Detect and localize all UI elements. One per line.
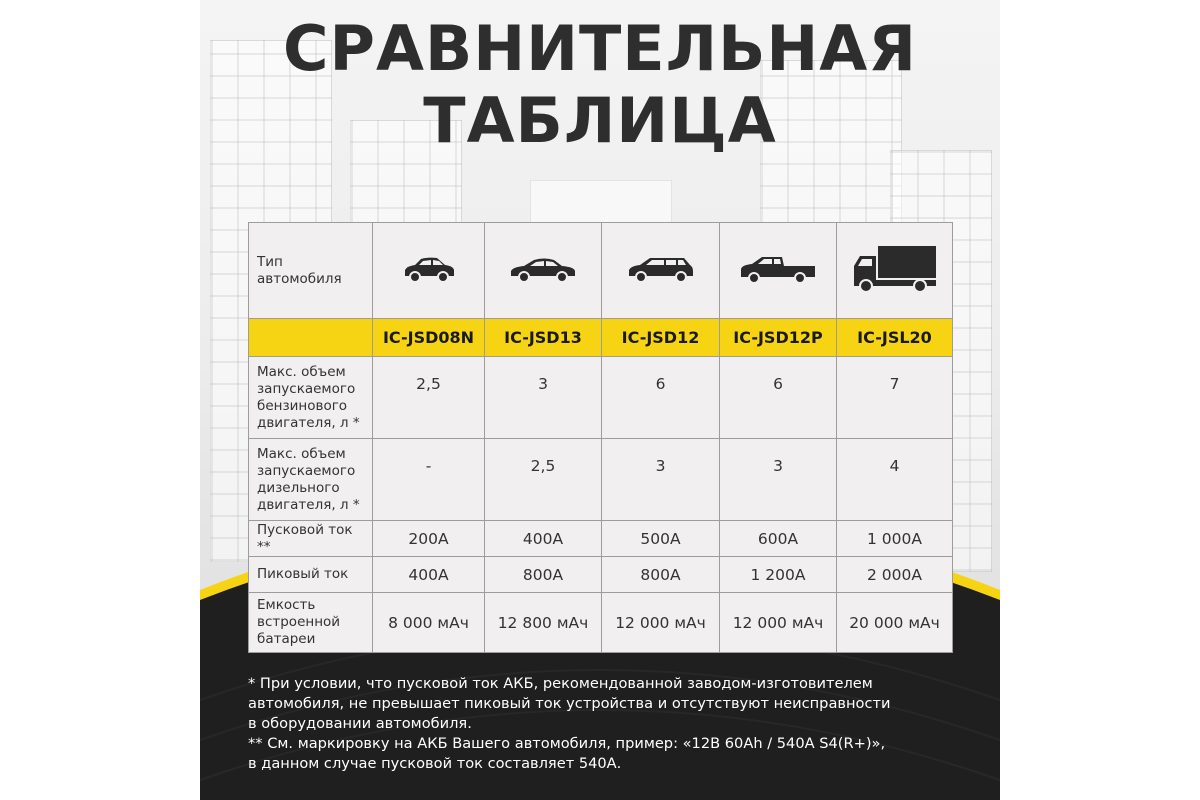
model-name: IC-JSD12P <box>720 319 837 357</box>
table-cell: 1 200А <box>720 557 837 593</box>
row-label <box>249 357 373 439</box>
spec-row-peak-current <box>249 557 953 593</box>
table-cell: 12 000 мАч <box>602 593 720 653</box>
row-label-line: Емкость <box>257 597 316 613</box>
table-cell: - <box>373 439 485 521</box>
model-name: IC-JSL20 <box>837 319 953 357</box>
table-cell: 2,5 <box>485 439 602 521</box>
row-label-line: Макс. объем <box>257 363 346 380</box>
table-cell: 6 <box>602 357 720 439</box>
row-label <box>249 439 373 521</box>
page-title-line-2: ТАБЛИЦА <box>423 84 777 157</box>
row-label-line: двигателя, л * <box>257 496 360 513</box>
model-name: IC-JSD13 <box>485 319 602 357</box>
row-label-line: двигателя, л * <box>257 414 360 431</box>
row-label <box>249 593 373 653</box>
table-cell: 3 <box>485 357 602 439</box>
table-cell: 3 <box>720 439 837 521</box>
page-title-line-1: СРАВНИТЕЛЬНАЯ <box>283 12 917 85</box>
model-name: IC-JSD08N <box>373 319 485 357</box>
footnote-line: в оборудовании автомобиля. <box>248 715 472 732</box>
vehicle-type-row <box>249 223 953 319</box>
table-cell: 2 000А <box>837 557 953 593</box>
table-cell: 12 000 мАч <box>720 593 837 653</box>
pickup-truck-icon <box>720 223 837 319</box>
row-label-line: запускаемого <box>257 462 356 479</box>
footnotes <box>248 674 968 774</box>
row-label-line: Макс. объем <box>257 445 346 462</box>
comparison-table <box>248 222 953 653</box>
comparison-card <box>200 0 1000 800</box>
table-cell: 6 <box>720 357 837 439</box>
model-row-blank <box>249 319 373 357</box>
footnote-line: в данном случае пусковой ток составляет 540А. <box>248 755 622 772</box>
spec-row-diesel <box>249 439 953 521</box>
wagon-car-icon <box>602 223 720 319</box>
row-label-line: запускаемого <box>257 380 356 397</box>
table-cell: 7 <box>837 357 953 439</box>
row-label-line: бензинового <box>257 397 348 414</box>
vehicle-type-label: Тип автомобиля <box>249 223 373 319</box>
row-label: Пиковый ток <box>249 557 373 593</box>
table-cell: 200А <box>373 521 485 557</box>
table-cell: 20 000 мАч <box>837 593 953 653</box>
table-cell: 1 000А <box>837 521 953 557</box>
footnote-line: автомобиля, не превышает пиковый ток устройства и отсутствуют неисправности <box>248 695 891 712</box>
table-cell: 3 <box>602 439 720 521</box>
row-label: Пусковой ток ** <box>249 521 373 557</box>
row-label-line: встроенной <box>257 614 341 630</box>
table-cell: 400А <box>373 557 485 593</box>
spec-row-petrol <box>249 357 953 439</box>
sedan-car-icon <box>485 223 602 319</box>
table-cell: 600А <box>720 521 837 557</box>
table-cell: 800А <box>485 557 602 593</box>
row-label-line: дизельного <box>257 479 340 496</box>
spec-row-starting-current <box>249 521 953 557</box>
table-cell: 4 <box>837 439 953 521</box>
model-row <box>249 319 953 357</box>
model-name: IC-JSD12 <box>602 319 720 357</box>
table-cell: 12 800 мАч <box>485 593 602 653</box>
footnote-line: ** См. маркировку на АКБ Вашего автомобиля, пример: «12B 60Ah / 540A S4(R+)», <box>248 735 886 752</box>
box-truck-icon <box>837 223 953 319</box>
row-label-line: батареи <box>257 631 316 647</box>
table-cell: 400А <box>485 521 602 557</box>
table-cell: 2,5 <box>373 357 485 439</box>
table-cell: 800А <box>602 557 720 593</box>
spec-row-battery-capacity <box>249 593 953 653</box>
footnote-line: * При условии, что пусковой ток АКБ, рекомендованной заводом-изготовителем <box>248 675 873 692</box>
table-cell: 8 000 мАч <box>373 593 485 653</box>
hatchback-car-icon <box>373 223 485 319</box>
table-cell: 500А <box>602 521 720 557</box>
